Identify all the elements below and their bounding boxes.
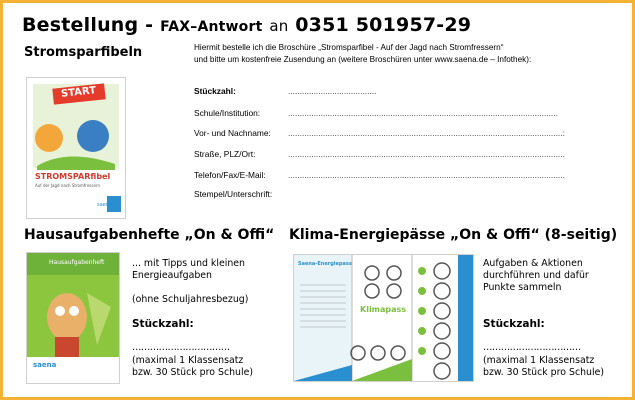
form-row-name (194, 128, 565, 138)
klima-cover-image (293, 254, 474, 382)
strom-heading: Stromsparfibeln (24, 45, 143, 60)
title-fax: FAX–Antwort (160, 19, 263, 35)
klima-max-2: bzw. 30 Stück pro Schule) (483, 367, 605, 378)
hausaufgaben-cover-image (26, 252, 120, 384)
klima-text-3: Punkte sammeln (483, 282, 562, 293)
hausaufgaben-text-1: ... mit Tipps und kleinen (132, 258, 245, 269)
page-title (22, 14, 471, 36)
fax-number: 0351 501957-29 (295, 14, 472, 36)
klima-max-1: (maximal 1 Klassensatz (483, 355, 595, 366)
address-label: Straße, PLZ/Ort: (194, 149, 256, 159)
hausaufgaben-cover-title: Hausaufgabenheft (49, 259, 105, 266)
hausaufgaben-quantity-field[interactable]: …………………………… (132, 342, 230, 353)
form-row-signature (194, 189, 272, 199)
hausaufgaben-text-3: (ohne Schuljahresbezug) (132, 294, 249, 305)
cover-subtitle-text: Auf der Jagd nach Stromfressern (35, 183, 101, 188)
hausaufgaben-max-2: bzw. 30 Stück pro Schule) (132, 367, 254, 378)
klima-cover-mid-title: Klimapass (360, 305, 407, 314)
hausaufgaben-quantity-label: Stückzahl: (132, 318, 194, 330)
hausaufgaben-heading: Hausaufgabenhefte „On & Offi“ (24, 227, 275, 243)
title-an: an (269, 17, 289, 35)
intro-line-1: Hiermit bestelle ich die Broschüre „Stromsparfibel - Auf der Jagd nach Stromfressern“ (194, 43, 504, 52)
address-field[interactable]: ....................................................................................................................... (288, 149, 565, 159)
klima-text-2: durchführen und dafür (483, 270, 589, 281)
hausaufgaben-description (132, 258, 245, 282)
hausaufgaben-limit (132, 355, 253, 379)
name-label: Vor- und Nachname: (194, 128, 271, 138)
quantity-field[interactable]: ...................................... (288, 86, 377, 96)
contact-label: Telefon/Fax/E-Mail: (194, 170, 266, 180)
form-row-contact (194, 170, 565, 180)
form-row-address (194, 149, 565, 159)
title-bestellung: Bestellung - (22, 14, 154, 36)
cover-logo-text: saena (97, 202, 112, 208)
signature-label: Stempel/Unterschrift: (194, 189, 273, 199)
school-label: Schule/Institution: (194, 108, 261, 118)
klima-text-1: Aufgaben & Aktionen (483, 258, 583, 269)
klima-quantity-label: Stückzahl: (483, 318, 545, 330)
contact-field[interactable]: ....................................................................................................................... (288, 170, 565, 180)
school-field[interactable]: .................................................................................................................... (288, 108, 558, 118)
klima-heading: Klima-Energiepässe „On & Offi“ (8-seitig) (289, 227, 618, 243)
name-field[interactable]: ......................................................................................................................: (288, 128, 565, 138)
hausaufgaben-cover-logo: saena (33, 361, 57, 369)
klima-quantity-field[interactable]: …………………………… (483, 342, 581, 353)
intro-line-2: und bitte um kostenfreie Zusendung an (weitere Broschüren unter www.saena.de – Infothek): (194, 55, 532, 64)
form-row-school (194, 108, 558, 118)
cover-start-text: START (60, 85, 97, 100)
hausaufgaben-max-1: (maximal 1 Klassensatz (132, 355, 244, 366)
form-row-quantity (194, 86, 377, 96)
strom-cover-image (26, 77, 126, 219)
klima-cover-illustration (294, 255, 473, 381)
quantity-label: Stückzahl: (194, 86, 236, 96)
hausaufgaben-text-2: Energieaufgaben (132, 270, 212, 281)
cover-title-text: STROMSPARfibel (35, 172, 111, 181)
strom-cover-illustration (27, 78, 125, 218)
klima-description (483, 258, 589, 294)
klima-cover-left-title: Saena-Energiepass (298, 261, 352, 267)
klima-limit (483, 355, 604, 379)
strom-intro (194, 42, 531, 66)
